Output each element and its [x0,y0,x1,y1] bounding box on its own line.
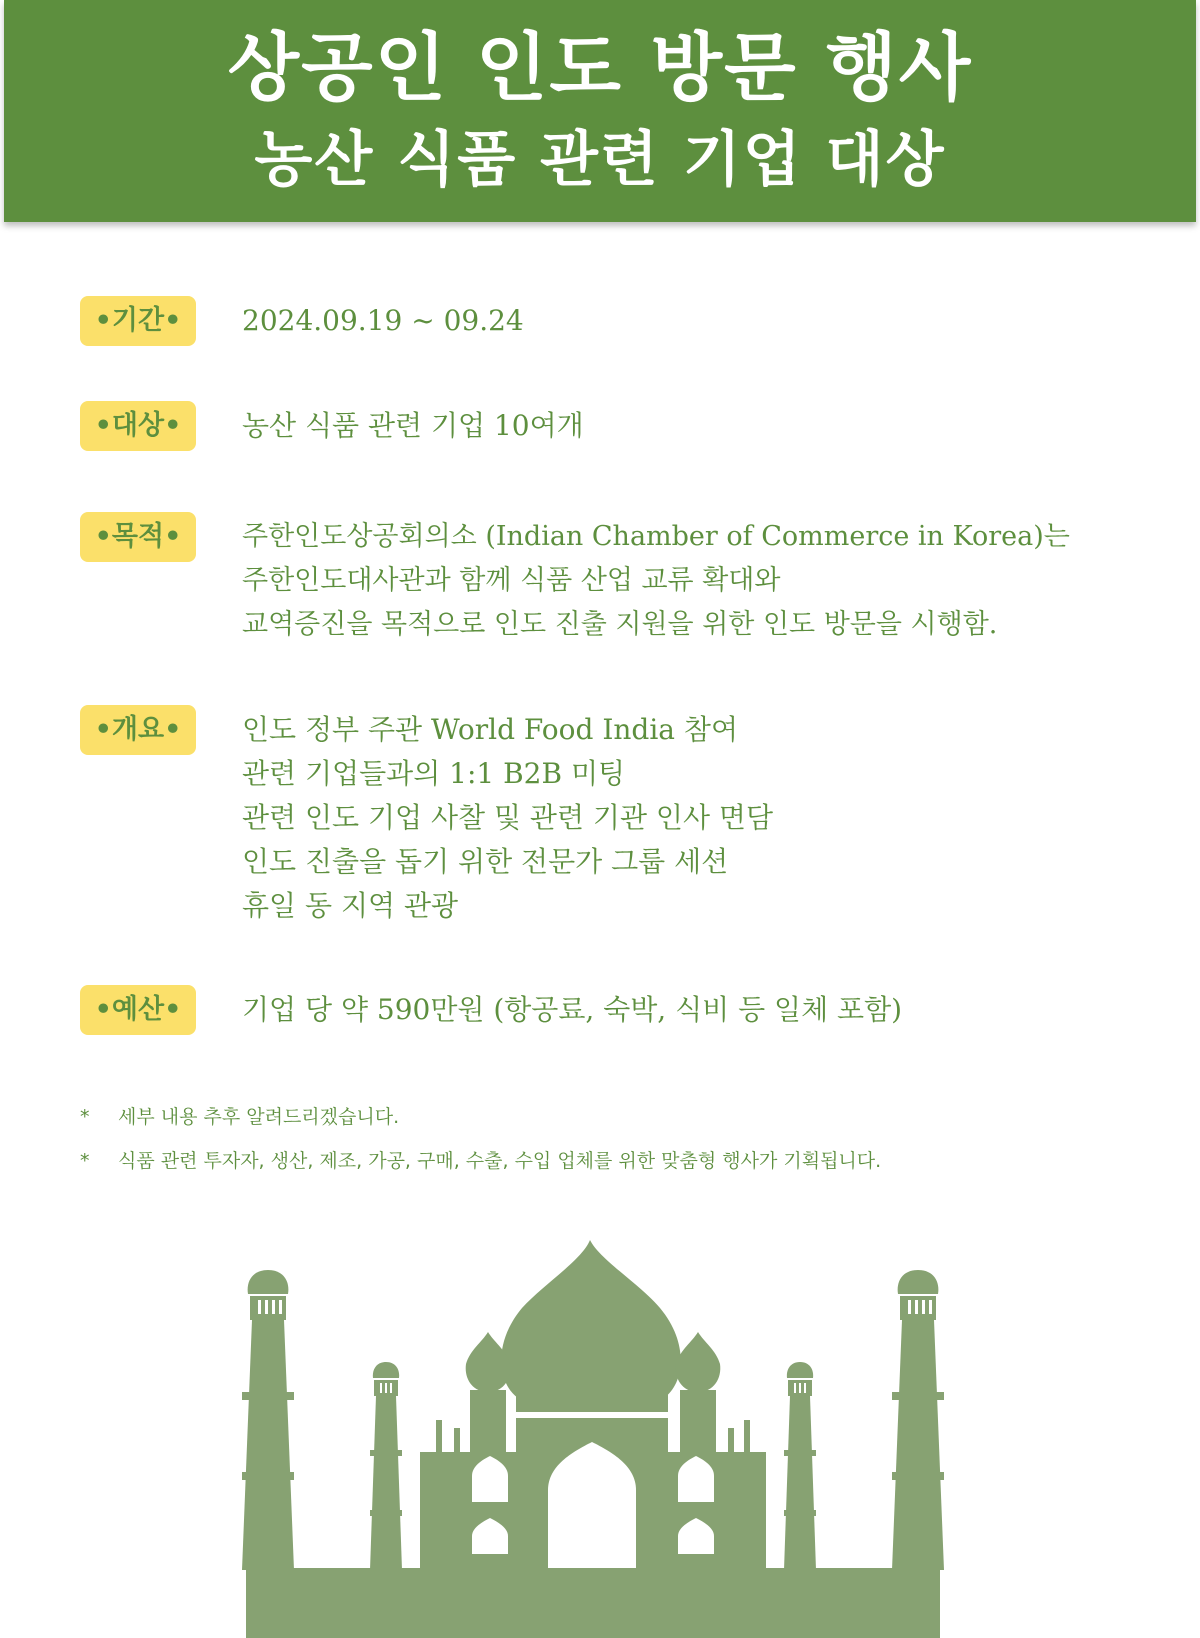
note-text: 세부 내용 추후 알려드리겠습니다. [118,1106,400,1128]
purpose-line: 주한인도상공회의소 (Indian Chamber of Commerce in Korea)는 [242,521,1070,552]
budget-line: 기업 당 약 590만원 (항공료, 숙박, 식비 등 일체 포함) [242,993,903,1026]
note-marker: * [80,1106,90,1128]
purpose-line: 교역증진을 목적으로 인도 진출 지원을 위한 인도 방문을 시행함. [242,609,998,640]
note-marker: * [80,1150,90,1172]
period-label: •기간• [80,296,196,346]
target-label: •대상• [80,401,196,451]
note-item [80,1104,399,1130]
overview-line: 관련 인도 기업 사찰 및 관련 기관 인사 면담 [242,801,774,834]
target-line: 농산 식품 관련 기업 10여개 [242,409,584,442]
overview-value [242,708,773,928]
page-subtitle: 농산 식품 관련 기업 대상 [254,125,946,195]
title-banner [4,0,1196,222]
page-title: 상공인 인도 방문 행사 [227,25,973,111]
overview-line: 인도 정부 주관 World Food India 참여 [242,713,738,746]
note-item [80,1148,881,1174]
period-value [242,299,524,343]
overview-line: 관련 기업들과의 1:1 B2B 미팅 [242,757,626,790]
target-value [242,404,584,448]
purpose-line: 주한인도대사관과 함께 식품 산업 교류 확대와 [242,565,781,596]
period-line: 2024.09.19 ~ 09.24 [242,304,524,337]
overview-label: •개요• [80,705,196,755]
overview-line: 휴일 동 지역 관광 [242,889,459,922]
budget-label: •예산• [80,985,196,1035]
purpose-value [242,515,1070,647]
taj-mahal-icon [0,1240,1200,1638]
overview-line: 인도 진출을 돕기 위한 전문가 그룹 세션 [242,845,729,878]
budget-value [242,988,902,1032]
note-text: 식품 관련 투자자, 생산, 제조, 가공, 구매, 수출, 수입 업체를 위한 맞춤형 행사가 기획됩니다. [118,1150,882,1172]
purpose-label: •목적• [80,512,196,562]
